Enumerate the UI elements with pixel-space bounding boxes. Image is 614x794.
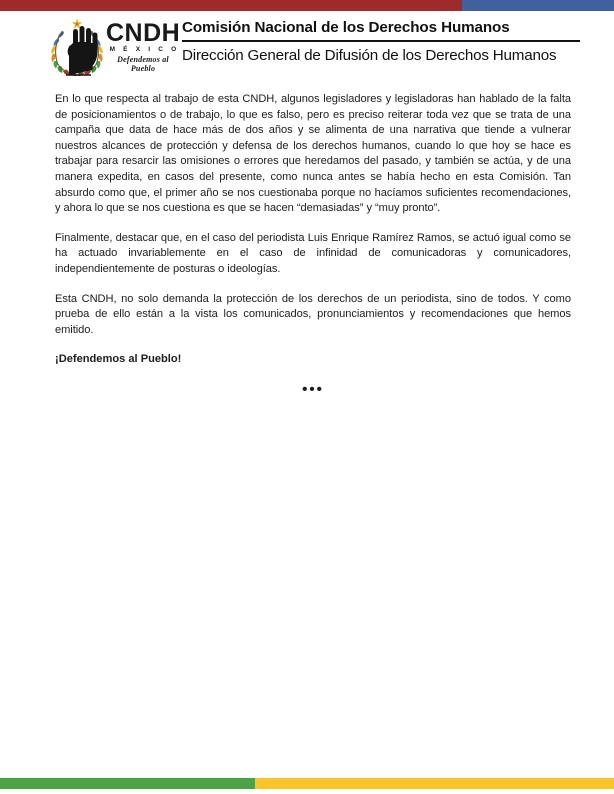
top-bar-red-segment bbox=[0, 0, 462, 11]
header-divider-rule bbox=[182, 40, 580, 42]
institution-title: Comisión Nacional de los Derechos Humanos bbox=[182, 19, 510, 36]
bottom-bar-green-segment bbox=[0, 778, 255, 789]
top-color-bar bbox=[0, 0, 614, 11]
header-title-block bbox=[178, 16, 580, 66]
cndh-country-label: M É X I C O bbox=[109, 46, 180, 53]
body-paragraph-2: Finalmente, destacar que, en el caso del periodista Luis Enrique Ramírez Ramos, se actuó igual como se ha actuado invariablemente en el caso de infinidad de comunicadoras y comunicadores, independientemente de posturas o ideologías. bbox=[55, 231, 571, 275]
body-paragraph-3: Esta CNDH, no solo demanda la protección de los derechos de un periodista, sino de todos. Y como prueba de ello están a la vista los comunicados, pronunciamientos y recomendaciones que hemos emitido. bbox=[55, 292, 571, 336]
end-of-document-separator: ••• bbox=[302, 380, 324, 398]
top-bar-blue-segment bbox=[462, 0, 614, 11]
cndh-wordmark bbox=[106, 19, 181, 73]
cndh-logo bbox=[46, 16, 181, 80]
document-header bbox=[46, 16, 580, 82]
department-title: Dirección General de Difusión de los Derechos Humanos bbox=[182, 47, 557, 64]
bottom-color-bar bbox=[0, 778, 614, 789]
body-paragraph-1: En lo que respecta al trabajo de esta CNDH, algunos legisladores y legisladoras han hablado de la falta de posicionamientos o de trabajo, lo que es falso, pero es preciso reiterar toda vez que se trata de una campaña que data de hace más de dos años y se alimenta de una narrativa que tiende a vulnerar nuestros alcances de protección y defensa de los derechos humanos, cuando lo que hoy se hace es trabajar para resarcir las omisiones o errores que heredamos del pasado, y también se actúa, y de una manera expedita, en casos del presente, como nunca antes se había hecho en esta Comisión. Tan absurdo como que, el primer año se nos cuestionaba porque no hacíamos suficientes recomendaciones, y ahora lo que se nos cuestiona es que se hacen “demasiadas” y “muy pronto”. bbox=[55, 93, 571, 215]
cndh-motto: Defendemos al Pueblo bbox=[117, 55, 169, 73]
cndh-hand-and-laurel-emblem bbox=[46, 16, 108, 76]
bottom-bar-yellow-segment bbox=[255, 778, 614, 789]
cndh-acronym: CNDH bbox=[106, 19, 181, 47]
document-body bbox=[55, 92, 571, 398]
closing-slogan: ¡Defendemos al Pueblo! bbox=[55, 353, 182, 366]
